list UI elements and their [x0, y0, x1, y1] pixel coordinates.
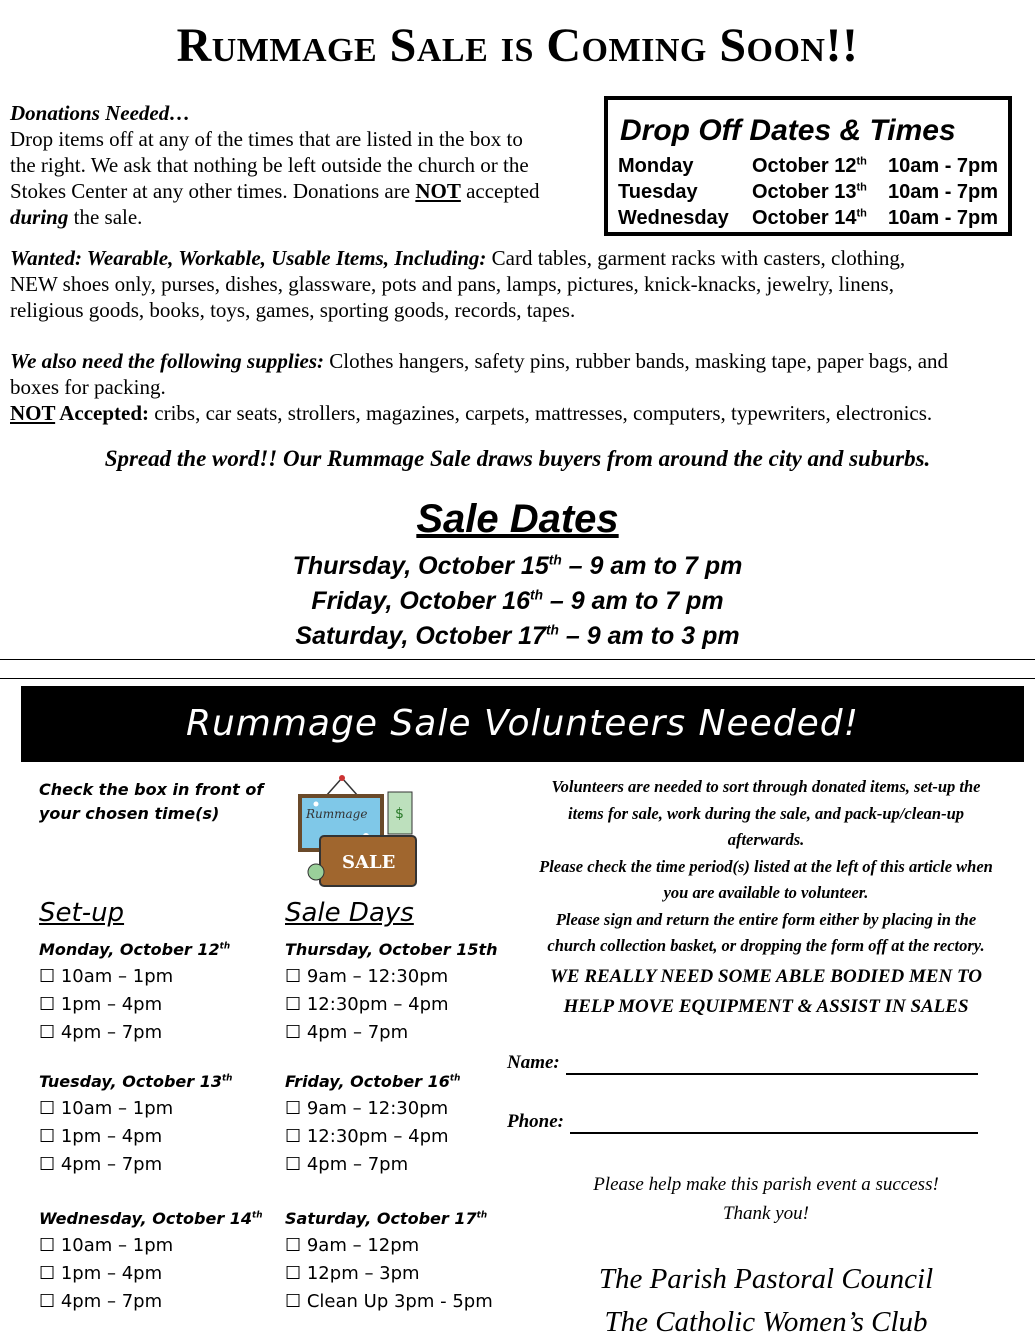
sale-days-heading: Sale Days — [285, 898, 414, 928]
setup-heading: Set-up — [39, 898, 125, 928]
dropoff-time: 10am - 7pm — [888, 155, 999, 177]
sale-dates-heading: Sale Dates — [416, 497, 619, 541]
divider — [0, 659, 1035, 660]
volunteer-info — [505, 774, 1027, 960]
name-field[interactable] — [566, 1073, 978, 1075]
setup-slot-checkbox[interactable]: ☐ 1pm – 4pm — [39, 1126, 163, 1147]
name-label: Name: — [507, 1052, 560, 1073]
wanted-section — [10, 245, 1025, 323]
dropoff-day: Tuesday — [618, 181, 698, 203]
clipart-text-top: Rummage — [306, 807, 368, 821]
thank-you-section: Please help make this parish event a success! Thank you! — [593, 1174, 939, 1224]
page-title: Rummage Sale is Coming Soon!! — [176, 19, 859, 72]
donations-heading: Donations Needed… — [10, 101, 191, 125]
dropoff-box — [604, 96, 1012, 236]
info-line: items for sale, work during the sale, and pack-up/clean-up — [567, 803, 965, 823]
dropoff-time: 10am - 7pm — [888, 207, 999, 229]
info-line: afterwards. — [727, 830, 805, 849]
sale-slot-checkbox[interactable]: ☐ Clean Up 3pm - 5pm — [285, 1291, 493, 1312]
info-line: Please check the time period(s) listed at the left of this article when — [539, 856, 993, 876]
donations-during: during — [10, 205, 69, 229]
supplies-label: We also need the following supplies: — [10, 349, 325, 373]
supplies-line: Clothes hangers, safety pins, rubber bands, masking tape, paper bags, and — [324, 349, 949, 373]
sale-day-heading: Friday, October 16th — [285, 1072, 461, 1091]
wanted-line: religious goods, books, toys, games, sporting goods, records, tapes. — [10, 298, 576, 322]
donations-not: NOT — [415, 179, 461, 203]
setup-slot-checkbox[interactable]: ☐ 4pm – 7pm — [39, 1154, 163, 1175]
sale-day-heading: Saturday, October 17th — [285, 1209, 488, 1228]
setup-slot-checkbox[interactable]: ☐ 1pm – 4pm — [39, 994, 163, 1015]
setup-slot-checkbox[interactable]: ☐ 10am – 1pm — [39, 1098, 174, 1119]
donations-text-3 — [10, 178, 600, 204]
sale-date-line: Saturday, October 17th – 9 am to 3 pm — [295, 622, 740, 650]
donations-text-3a: Stokes Center at any other times. Donations are — [10, 179, 416, 203]
spread-the-word: Spread the word!! Our Rummage Sale draws buyers from around the city and suburbs. — [104, 446, 931, 471]
setup-day-heading: Monday, October 12th — [39, 940, 231, 959]
info-line: Please sign and return the entire form either by placing in the — [555, 909, 977, 929]
info-line: you are available to volunteer. — [663, 883, 869, 902]
not-accepted-not: NOT — [10, 401, 56, 425]
supplies-section — [10, 348, 1030, 426]
donations-text-1: Drop items off at any of the times that are listed in the box to — [10, 127, 523, 151]
sale-slot-checkbox[interactable]: ☐ 4pm – 7pm — [285, 1022, 409, 1043]
wanted-line: NEW shoes only, purses, dishes, glassware, pots and pans, lamps, pictures, knick-knacks, jewelry, linens, — [10, 272, 894, 296]
volunteers-banner: Rummage Sale Volunteers Needed! — [21, 686, 1024, 762]
wanted-label: Wanted: Wearable, Workable, Usable Items, Including: — [10, 246, 487, 270]
svg-text:$: $ — [395, 806, 404, 822]
setup-day-heading: Wednesday, October 14th — [39, 1209, 263, 1228]
donations-text-2: the right. We ask that nothing be left outside the church or the — [10, 153, 529, 177]
sale-date-line: Friday, October 16th – 9 am to 7 pm — [311, 587, 724, 615]
org-name: The Catholic Women’s Club — [604, 1306, 928, 1338]
donations-text-4 — [10, 204, 600, 230]
sale-slot-checkbox[interactable]: ☐ 12:30pm – 4pm — [285, 1126, 449, 1147]
phone-field[interactable] — [570, 1132, 978, 1134]
dropoff-date: October 12th — [752, 155, 867, 177]
donations-section — [10, 100, 600, 230]
clipart-text-bottom: SALE — [342, 852, 396, 873]
dropoff-title: Drop Off Dates & Times — [620, 114, 956, 147]
not-accepted-text: cribs, car seats, strollers, magazines, carpets, mattresses, computers, typewriters, electronics. — [149, 401, 933, 425]
dropoff-time: 10am - 7pm — [888, 181, 999, 203]
rummage-sale-clipart — [296, 774, 422, 890]
dropoff-day: Monday — [618, 155, 694, 177]
sale-slot-checkbox[interactable]: ☐ 12:30pm – 4pm — [285, 994, 449, 1015]
setup-day-heading: Tuesday, October 13th — [39, 1072, 233, 1091]
donations-text-4b: the sale. — [68, 205, 143, 229]
not-accepted-line — [10, 400, 1030, 426]
info-line: church collection basket, or dropping the form off at the rectory. — [547, 936, 985, 955]
dropoff-day: Wednesday — [618, 207, 729, 229]
setup-slot-checkbox[interactable]: ☐ 10am – 1pm — [39, 1235, 174, 1256]
wanted-line: Card tables, garment racks with casters, clothing, — [486, 246, 906, 270]
sale-slot-checkbox[interactable]: ☐ 9am – 12:30pm — [285, 966, 449, 987]
info-line: Volunteers are needed to sort through donated items, set-up the — [551, 777, 981, 796]
dropoff-date: October 14th — [752, 207, 867, 229]
setup-slot-checkbox[interactable]: ☐ 4pm – 7pm — [39, 1022, 163, 1043]
organizations — [505, 1258, 1027, 1344]
sale-slot-checkbox[interactable]: ☐ 9am – 12:30pm — [285, 1098, 449, 1119]
divider — [0, 678, 1035, 679]
org-name: The Parish Pastoral Council — [598, 1263, 934, 1295]
setup-slot-checkbox[interactable]: ☐ 1pm – 4pm — [39, 1263, 163, 1284]
phone-label: Phone: — [507, 1111, 564, 1132]
sale-day-heading: Thursday, October 15th — [285, 940, 498, 959]
donations-text-3b: accepted — [460, 179, 540, 203]
sale-date-line: Thursday, October 15th – 9 am to 7 pm — [292, 552, 743, 580]
able-bodied-men-notice: WE REALLY NEED SOME ABLE BODIED MEN TO HELP MOVE EQUIPMENT & ASSIST IN SALES — [550, 966, 982, 1017]
supplies-line: boxes for packing. — [10, 375, 166, 399]
setup-slot-checkbox[interactable]: ☐ 4pm – 7pm — [39, 1291, 163, 1312]
not-accepted-label: Accepted: — [55, 401, 150, 425]
setup-slot-checkbox[interactable]: ☐ 10am – 1pm — [39, 966, 174, 987]
sale-dates-list — [0, 549, 1035, 654]
sale-slot-checkbox[interactable]: ☐ 12pm – 3pm — [285, 1263, 420, 1284]
check-instructions: Check the box in front of your chosen time(s) — [39, 780, 264, 823]
sale-slot-checkbox[interactable]: ☐ 9am – 12pm — [285, 1235, 420, 1256]
dropoff-date: October 13th — [752, 181, 867, 203]
sale-slot-checkbox[interactable]: ☐ 4pm – 7pm — [285, 1154, 409, 1175]
